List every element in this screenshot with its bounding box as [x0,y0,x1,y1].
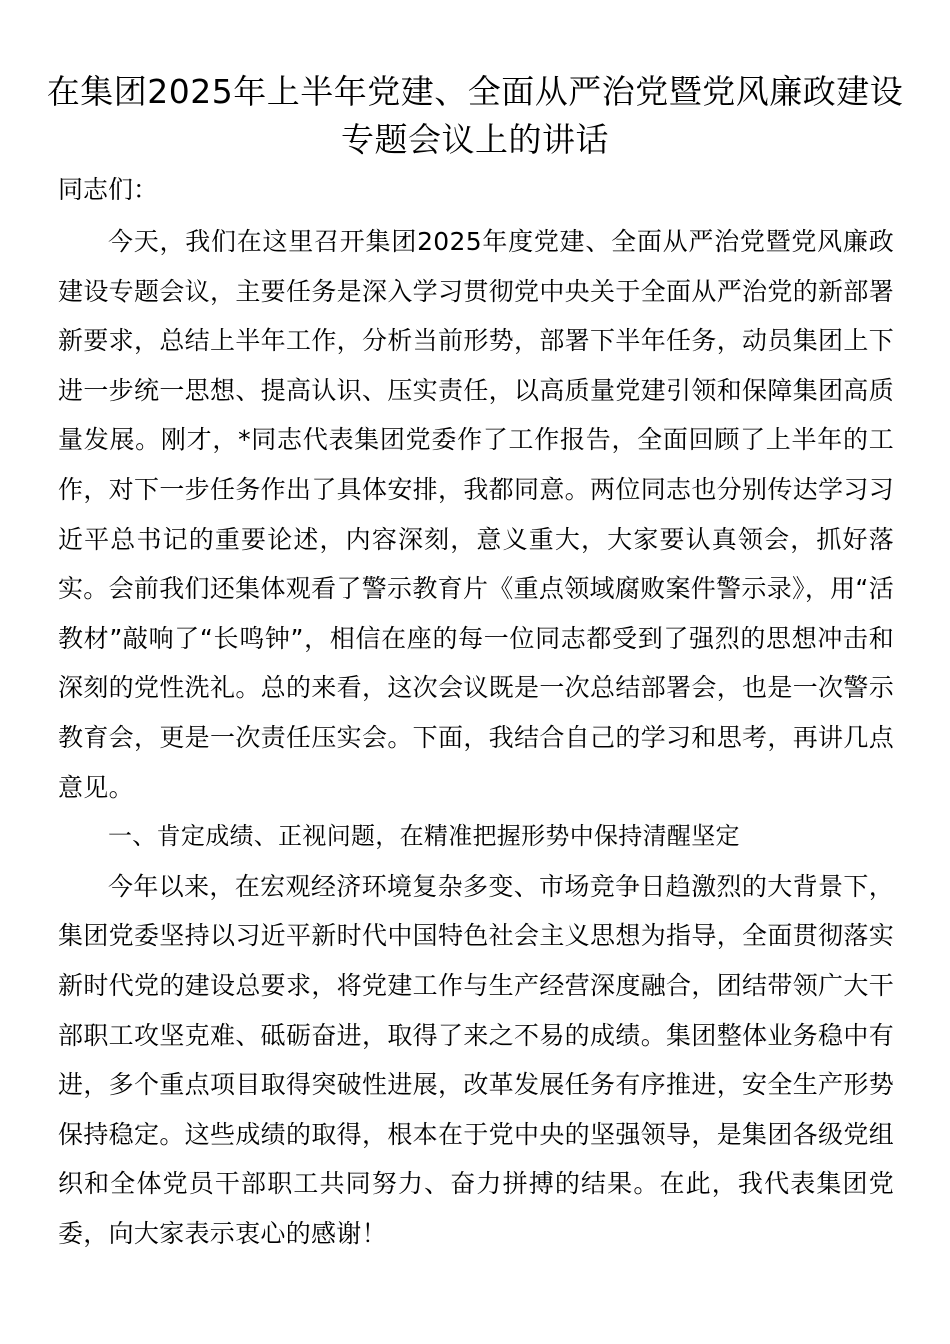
section-one-heading: 一、肯定成绩、正视问题，在精准把握形势中保持清醒坚定 [108,822,740,851]
document-body [58,217,894,1258]
document-title: 在集团2025年上半年党建、全面从严治党暨党风廉政建设专题会议上的讲话 [46,72,904,159]
intro-paragraph: 今天，我们在这里召开集团2025年度党建、全面从严治党暨党风廉政建设专题会议，主要任务是深入学习贯彻党中央关于全面从严治党的新部署新要求，总结上半年工作，分析当前形势，部署下半年任务，动员集团上下进一步统一思想、提高认识、压实责任，以高质量党建引领和保障集团高质量发展。刚才，*同志代表集团党委作了工作报告，全面回顾了上半年的工作，对下一步任务作出了具体安排，我都同意。两位同志也分别传达学习习近平总书记的重要论述，内容深刻，意义重大，大家要认真领会，抓好落实。会前我们还集体观看了警示教育片《重点领域腐败案件警示录》，用“活教材”敲响了“长鸣钟”，相信在座的每一位同志都受到了强烈的思想冲击和深刻的党性洗礼。总的来看，这次会议既是一次总结部署会，也是一次警示教育会，更是一次责任压实会。下面，我结合自己的学习和思考，再讲几点意见。 [58,227,894,802]
salutation: 同志们： [58,175,159,204]
section-one-paragraph: 今年以来，在宏观经济环境复杂多变、市场竞争日趋激烈的大背景下，集团党委坚持以习近平新时代中国特色社会主义思想为指导，全面贯彻落实新时代党的建设总要求，将党建工作与生产经营深度融合，团结带领广大干部职工攻坚克难、砥砺奋进，取得了来之不易的成绩。集团整体业务稳中有进，多个重点项目取得突破性进展，改革发展任务有序推进，安全生产形势保持稳定。这些成绩的取得，根本在于党中央的坚强领导，是集团各级党组织和全体党员干部职工共同努力、奋力拼搏的结果。在此，我代表集团党委，向大家表示衷心的感谢！ [58,871,894,1248]
